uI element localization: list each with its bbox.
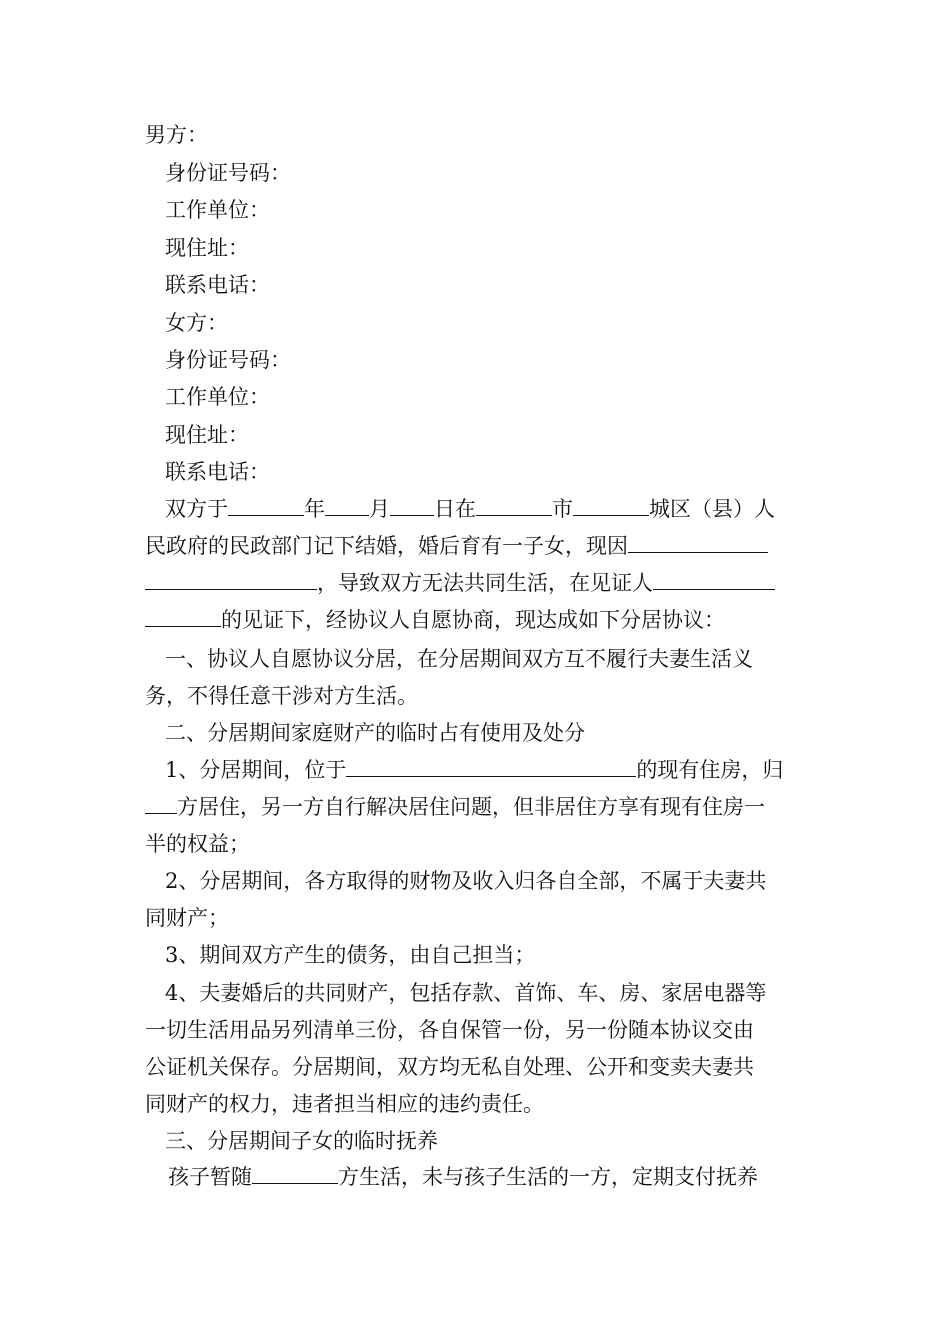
resident-blank[interactable] xyxy=(145,794,177,814)
intro-text: 民政府的民政部门记下结婚，婚后育有一子女，现因 xyxy=(145,534,628,558)
intro-text: 日在 xyxy=(434,497,476,521)
male-id-label: 身份证号码： xyxy=(165,161,291,185)
male-phone-label: 联系电话： xyxy=(165,273,270,297)
section3-line-1 xyxy=(168,1164,758,1190)
female-id-label: 身份证号码： xyxy=(165,348,291,372)
item-text: 1、分居期间，位于 xyxy=(165,758,347,782)
city-blank[interactable] xyxy=(476,496,552,516)
male-work-label: 工作单位： xyxy=(165,198,270,222)
section2-item1-line-1 xyxy=(165,757,783,783)
male-label: 男方： xyxy=(145,123,208,147)
year-blank[interactable] xyxy=(228,496,304,516)
item-text: 孩子暂随 xyxy=(168,1165,252,1189)
female-phone-label: 联系电话： xyxy=(165,460,270,484)
intro-line-3 xyxy=(145,570,775,596)
reason-blank[interactable] xyxy=(628,533,768,553)
intro-line-2 xyxy=(145,533,768,559)
section2-title: 二、分居期间家庭财产的临时占有使用及处分 xyxy=(165,721,585,745)
witness-blank[interactable] xyxy=(653,570,775,590)
section3-title: 三、分居期间子女的临时抚养 xyxy=(165,1129,438,1153)
female-address-label: 现住址： xyxy=(165,423,249,447)
item-text: 方居住，另一方自行解决居住问题，但非居住方享有现有住房一 xyxy=(177,795,765,819)
female-label: 女方： xyxy=(165,311,228,335)
section2-item2-line-2: 同财产； xyxy=(145,906,229,930)
day-blank[interactable] xyxy=(390,496,434,516)
section2-item1-line-3: 半的权益； xyxy=(145,832,250,856)
section2-item4-line-1: 4、夫妻婚后的共同财产，包括存款、首饰、车、房、家居电器等 xyxy=(165,981,767,1005)
male-address-label: 现住址： xyxy=(165,236,249,260)
item-text: 的现有住房，归 xyxy=(636,758,784,782)
intro-text: 月 xyxy=(369,497,390,521)
section2-item4-line-4: 同财产的权力，违者担当相应的违约责任。 xyxy=(145,1092,544,1116)
female-work-label: 工作单位： xyxy=(165,385,270,409)
intro-text: 城区（县）人 xyxy=(649,497,775,521)
section1-line-2: 务，不得任意干涉对方生活。 xyxy=(145,684,418,708)
address-blank[interactable] xyxy=(346,757,636,777)
section2-item3: 3、期间双方产生的债务，由自己担当； xyxy=(165,943,536,967)
reason-blank-cont[interactable] xyxy=(145,570,317,590)
section1-line-1: 一、协议人自愿协议分居，在分居期间双方互不履行夫妻生活义 xyxy=(165,647,753,671)
intro-line-4 xyxy=(145,607,725,633)
intro-text: ，导致双方无法共同生活，在见证人 xyxy=(317,571,653,595)
intro-line-1 xyxy=(165,496,775,522)
custody-blank[interactable] xyxy=(252,1164,338,1184)
intro-text: 双方于 xyxy=(165,497,228,521)
witness-blank-cont[interactable] xyxy=(145,607,221,627)
intro-text: 的见证下，经协议人自愿协商，现达成如下分居协议： xyxy=(221,608,725,632)
item-text: 方生活，未与孩子生活的一方，定期支付抚养 xyxy=(338,1165,758,1189)
district-blank[interactable] xyxy=(573,496,649,516)
intro-text: 年 xyxy=(304,497,325,521)
month-blank[interactable] xyxy=(325,496,369,516)
intro-text: 市 xyxy=(552,497,573,521)
section2-item4-line-3: 公证机关保存。分居期间，双方均无私自处理、公开和变卖夫妻共 xyxy=(145,1055,754,1079)
section2-item1-line-2 xyxy=(145,794,765,820)
section2-item4-line-2: 一切生活用品另列清单三份，各自保管一份，另一份随本协议交由 xyxy=(145,1018,754,1042)
section2-item2-line-1: 2、分居期间，各方取得的财物及收入归各自全部，不属于夫妻共 xyxy=(165,869,767,893)
